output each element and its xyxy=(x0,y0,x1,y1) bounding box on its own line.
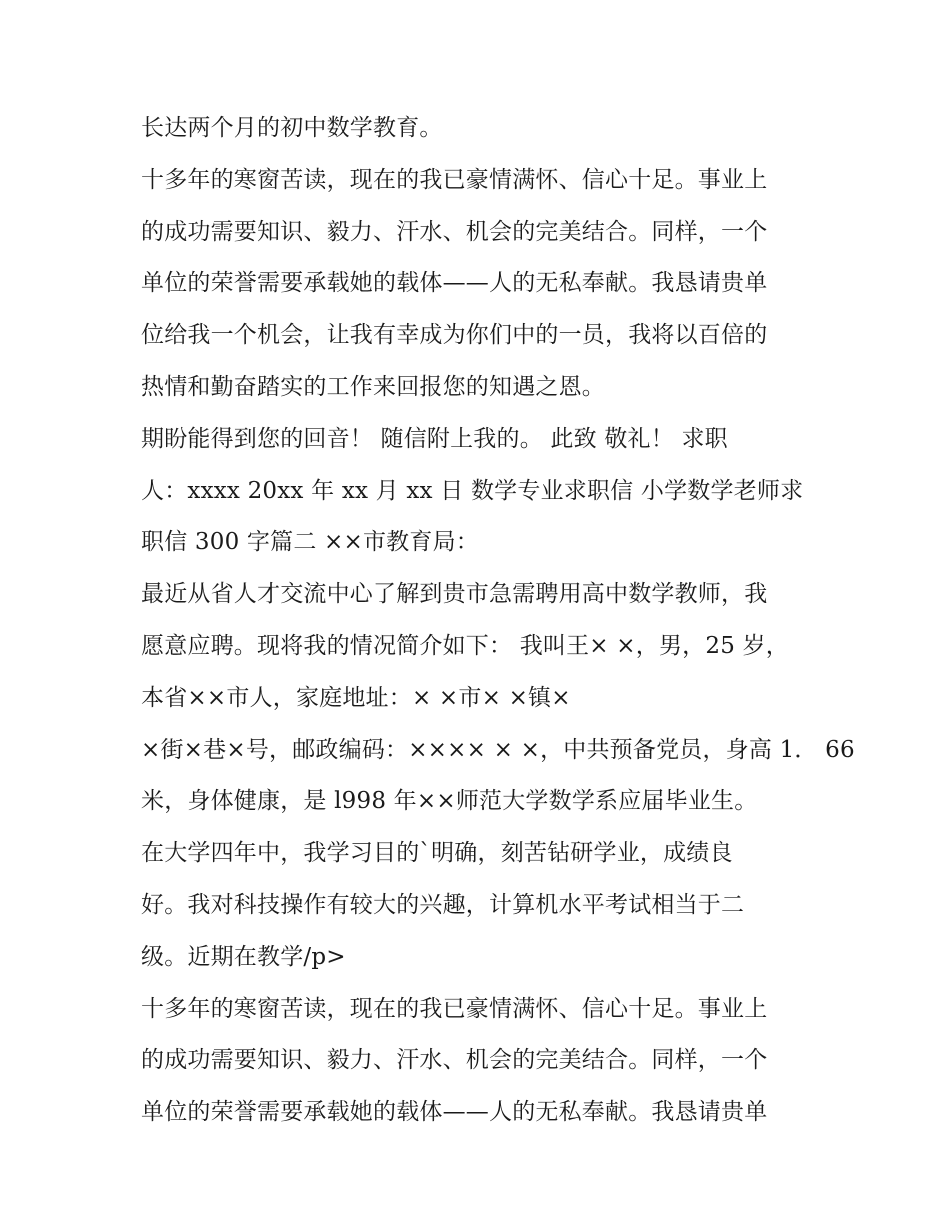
text-line: 期盼能得到您的回音！ 随信附上我的。 此致 敬礼！ 求职 xyxy=(141,425,728,452)
text-line: 愿意应聘。现将我的情况简介如下： 我叫王× ×，男，25 岁， xyxy=(141,632,789,659)
text-line: 单位的荣誉需要承载她的载体——人的无私奉献。我恳请贵单 xyxy=(141,270,768,297)
text-line: 人：xxxx 20xx 年 xx 月 xx 日 数学专业求职信 小学数学老师求 xyxy=(141,477,804,504)
text-line: 的成功需要知识、毅力、汗水、机会的完美结合。同样，一个 xyxy=(141,1047,768,1074)
text-line: 职信 300 字篇二 ××市教育局： xyxy=(141,529,479,556)
text-line: 在大学四年中，我学习目的`明确，刻苦钻研学业，成绩良 xyxy=(141,840,733,867)
text-line: 十多年的寒窗苦读，现在的我已豪情满怀、信心十足。事业上 xyxy=(141,166,768,193)
text-line: 单位的荣誉需要承载她的载体——人的无私奉献。我恳请贵单 xyxy=(141,1099,768,1126)
text-line: 长达两个月的初中数学教育。 xyxy=(141,115,443,141)
document-body xyxy=(141,103,855,1139)
text-line: 热情和勤奋踏实的工作来回报您的知遇之恩。 xyxy=(141,373,605,400)
text-line: 的成功需要知识、毅力、汗水、机会的完美结合。同样，一个 xyxy=(141,218,768,245)
text-line: 十多年的寒窗苦读，现在的我已豪情满怀、信心十足。事业上 xyxy=(141,995,768,1022)
text-line: 位给我一个机会，让我有幸成为你们中的一员，我将以百倍的 xyxy=(141,322,768,349)
text-line: 本省××市人，家庭地址：× ×市× ×镇× xyxy=(141,684,571,711)
text-line: 好。我对科技操作有较大的兴趣，计算机水平考试相当于二 xyxy=(141,891,745,918)
text-line: 级。近期在教学/p> xyxy=(141,943,346,970)
text-line: 最近从省人才交流中心了解到贵市急需聘用高中数学教师，我 xyxy=(141,581,768,608)
text-line: ×街×巷×号，邮政编码：×××× × ×，中共预备党员，身高 1． 66 xyxy=(141,736,855,763)
text-line: 米，身体健康，是 l998 年××师范大学数学系应届毕业生。 xyxy=(141,788,758,815)
